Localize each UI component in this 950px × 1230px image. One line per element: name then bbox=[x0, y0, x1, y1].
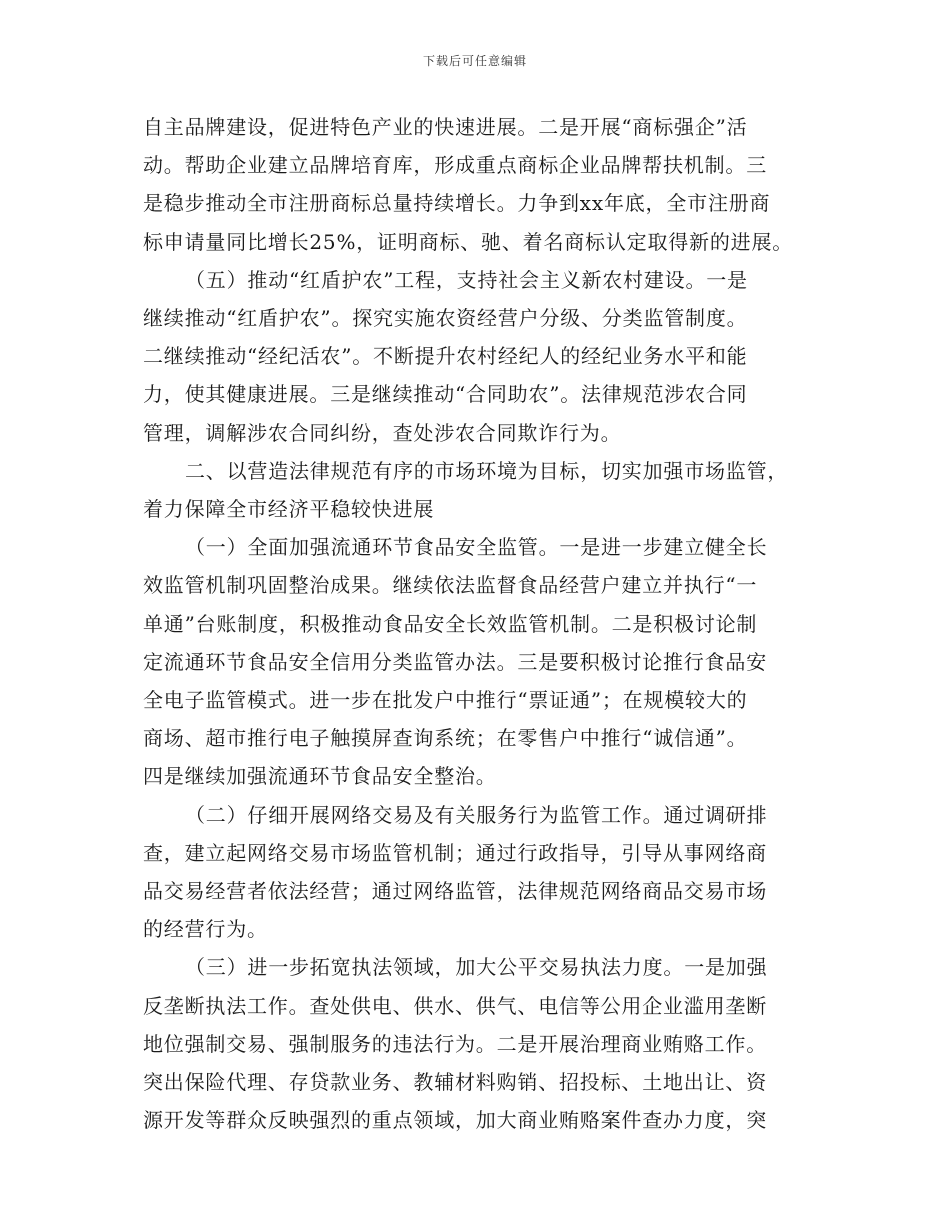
text-line: （一）全面加强流通环节食品安全监管。一是进一步建立健全长 bbox=[185, 535, 768, 560]
text-line: 商场、超市推行电子触摸屏查询系统；在零售户中推行“诚信通”。 bbox=[143, 726, 748, 751]
text-line: 突出保险代理、存贷款业务、教辅材料购销、招投标、土地出让、资 bbox=[143, 1070, 767, 1095]
text-line: （五）推动“红盾护农”工程，支持社会主义新农村建设。一是 bbox=[185, 267, 748, 292]
text-line: （二）仔细开展网络交易及有关服务行为监管工作。通过调研排 bbox=[185, 802, 768, 827]
text-line: 管理，调解涉农合同纠纷，查处涉农合同欺诈行为。 bbox=[143, 420, 622, 445]
text-line: 是稳步推动全市注册商标总量持续增长。力争到xx年底，全市注册商 bbox=[143, 191, 771, 216]
text-line: 动。帮助企业建立品牌培育库，形成重点商标企业品牌帮扶机制。三 bbox=[143, 153, 767, 178]
text-line: 继续推动“红盾护农”。探究实施农资经营户分级、分类监管制度。 bbox=[143, 306, 748, 331]
text-line: 力，使其健康进展。三是继续推动“合同助农”。法律规范涉农合同 bbox=[143, 382, 748, 407]
text-line: 效监管机制巩固整治成果。继续依法监督食品经营户建立并执行“一 bbox=[143, 573, 758, 598]
text-line: 源开发等群众反映强烈的重点领域，加大商业贿赂案件查办力度，突 bbox=[143, 1108, 767, 1133]
text-line: 标申请量同比增长25%，证明商标、驰、着名商标认定取得新的进展。 bbox=[143, 229, 794, 254]
text-line: 的经营行为。 bbox=[143, 917, 268, 942]
text-line: 品交易经营者依法经营；通过网络监管，法律规范网络商品交易市场 bbox=[143, 879, 767, 904]
text-line: 自主品牌建设，促进特色产业的快速进展。二是开展“商标强企”活 bbox=[143, 115, 748, 139]
text-line: 四是继续加强流通环节食品安全整治。 bbox=[143, 764, 497, 789]
text-line: 二继续推动“经纪活农”。不断提升农村经纪人的经纪业务水平和能 bbox=[143, 344, 748, 369]
text-line: 查，建立起网络交易市场监管机制；通过行政指导，引导从事网络商 bbox=[143, 840, 767, 865]
text-line: 定流通环节食品安全信用分类监管办法。三是要积极讨论推行食品安 bbox=[143, 649, 767, 674]
text-line: 单通”台账制度，积极推动食品安全长效监管机制。二是积极讨论制 bbox=[143, 611, 758, 636]
document-body bbox=[143, 108, 808, 1139]
section-heading-line: 着力保障全市经济平稳较快进展 bbox=[143, 497, 435, 522]
section-heading-line: 二、以营造法律规范有序的市场环境为目标，切实加强市场监管， bbox=[185, 458, 789, 483]
text-line: 全电子监管模式。进一步在批发户中推行“票证通”；在规模较大的 bbox=[143, 688, 748, 713]
text-line: 反垄断执法工作。查处供电、供水、供气、电信等公用企业滥用垄断 bbox=[143, 993, 767, 1018]
text-line: 地位强制交易、强制服务的违法行为。二是开展治理商业贿赂工作。 bbox=[143, 1031, 767, 1056]
text-line: （三）进一步拓宽执法领域，加大公平交易执法力度。一是加强 bbox=[185, 955, 768, 980]
page-header: 下载后可任意编辑 bbox=[422, 54, 527, 68]
body-text bbox=[143, 108, 808, 1139]
